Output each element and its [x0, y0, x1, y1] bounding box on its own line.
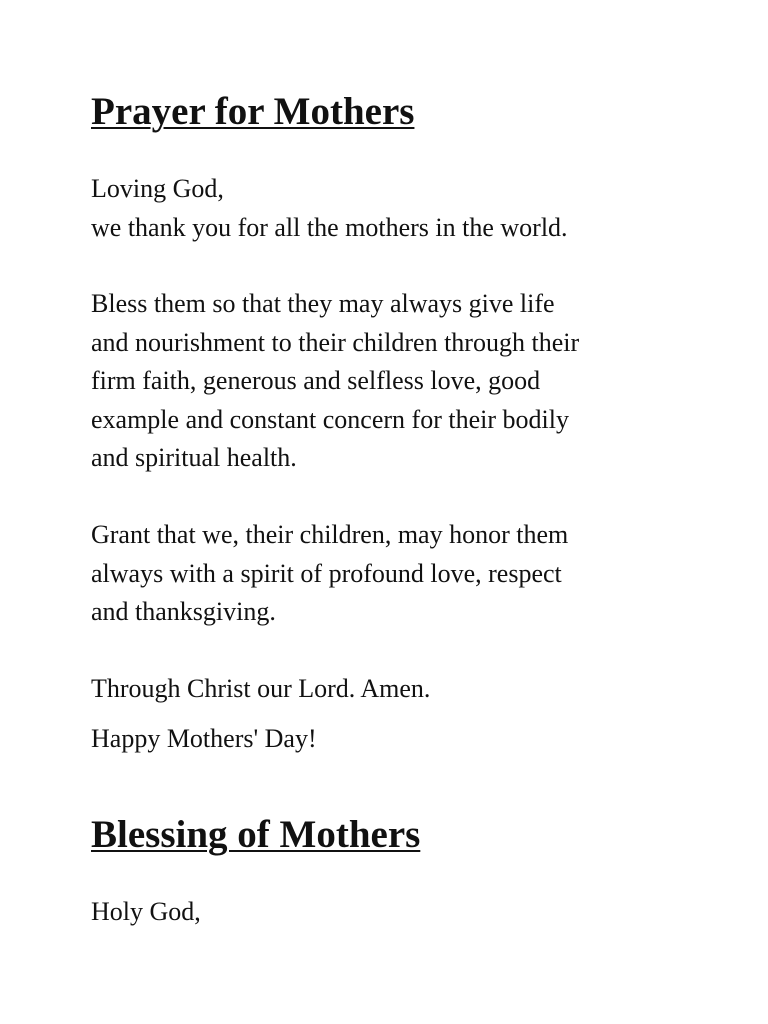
text-line: example and constant concern for their bodily — [91, 404, 569, 434]
paragraph-grant — [91, 516, 728, 632]
paragraph-blessing-opening — [91, 893, 728, 932]
text-line: we thank you for all the mothers in the world. — [91, 212, 568, 242]
text-line: firm faith, generous and selfless love, good — [91, 366, 541, 395]
text-line: always with a spirit of profound love, respect — [91, 558, 562, 588]
paragraph-greeting — [91, 720, 728, 759]
paragraph-amen — [91, 670, 728, 709]
text-line: and thanksgiving. — [91, 597, 276, 626]
text-line: Holy God, — [91, 897, 201, 926]
text-line: Happy Mothers' Day! — [91, 724, 317, 753]
paragraph-bless — [91, 285, 728, 478]
text-line: Loving God, — [91, 174, 224, 203]
text-line: Bless them so that they may always give life — [91, 289, 555, 318]
text-line: Grant that we, their children, may honor them — [91, 520, 569, 549]
text-line: and spiritual health. — [91, 443, 297, 472]
section-title-blessing: Blessing of Mothers — [91, 813, 421, 856]
paragraph-opening — [91, 170, 728, 247]
section-title-prayer: Prayer for Mothers — [91, 90, 415, 133]
text-line: Through Christ our Lord. Amen. — [91, 674, 431, 703]
text-line: and nourishment to their children through their — [91, 327, 580, 357]
